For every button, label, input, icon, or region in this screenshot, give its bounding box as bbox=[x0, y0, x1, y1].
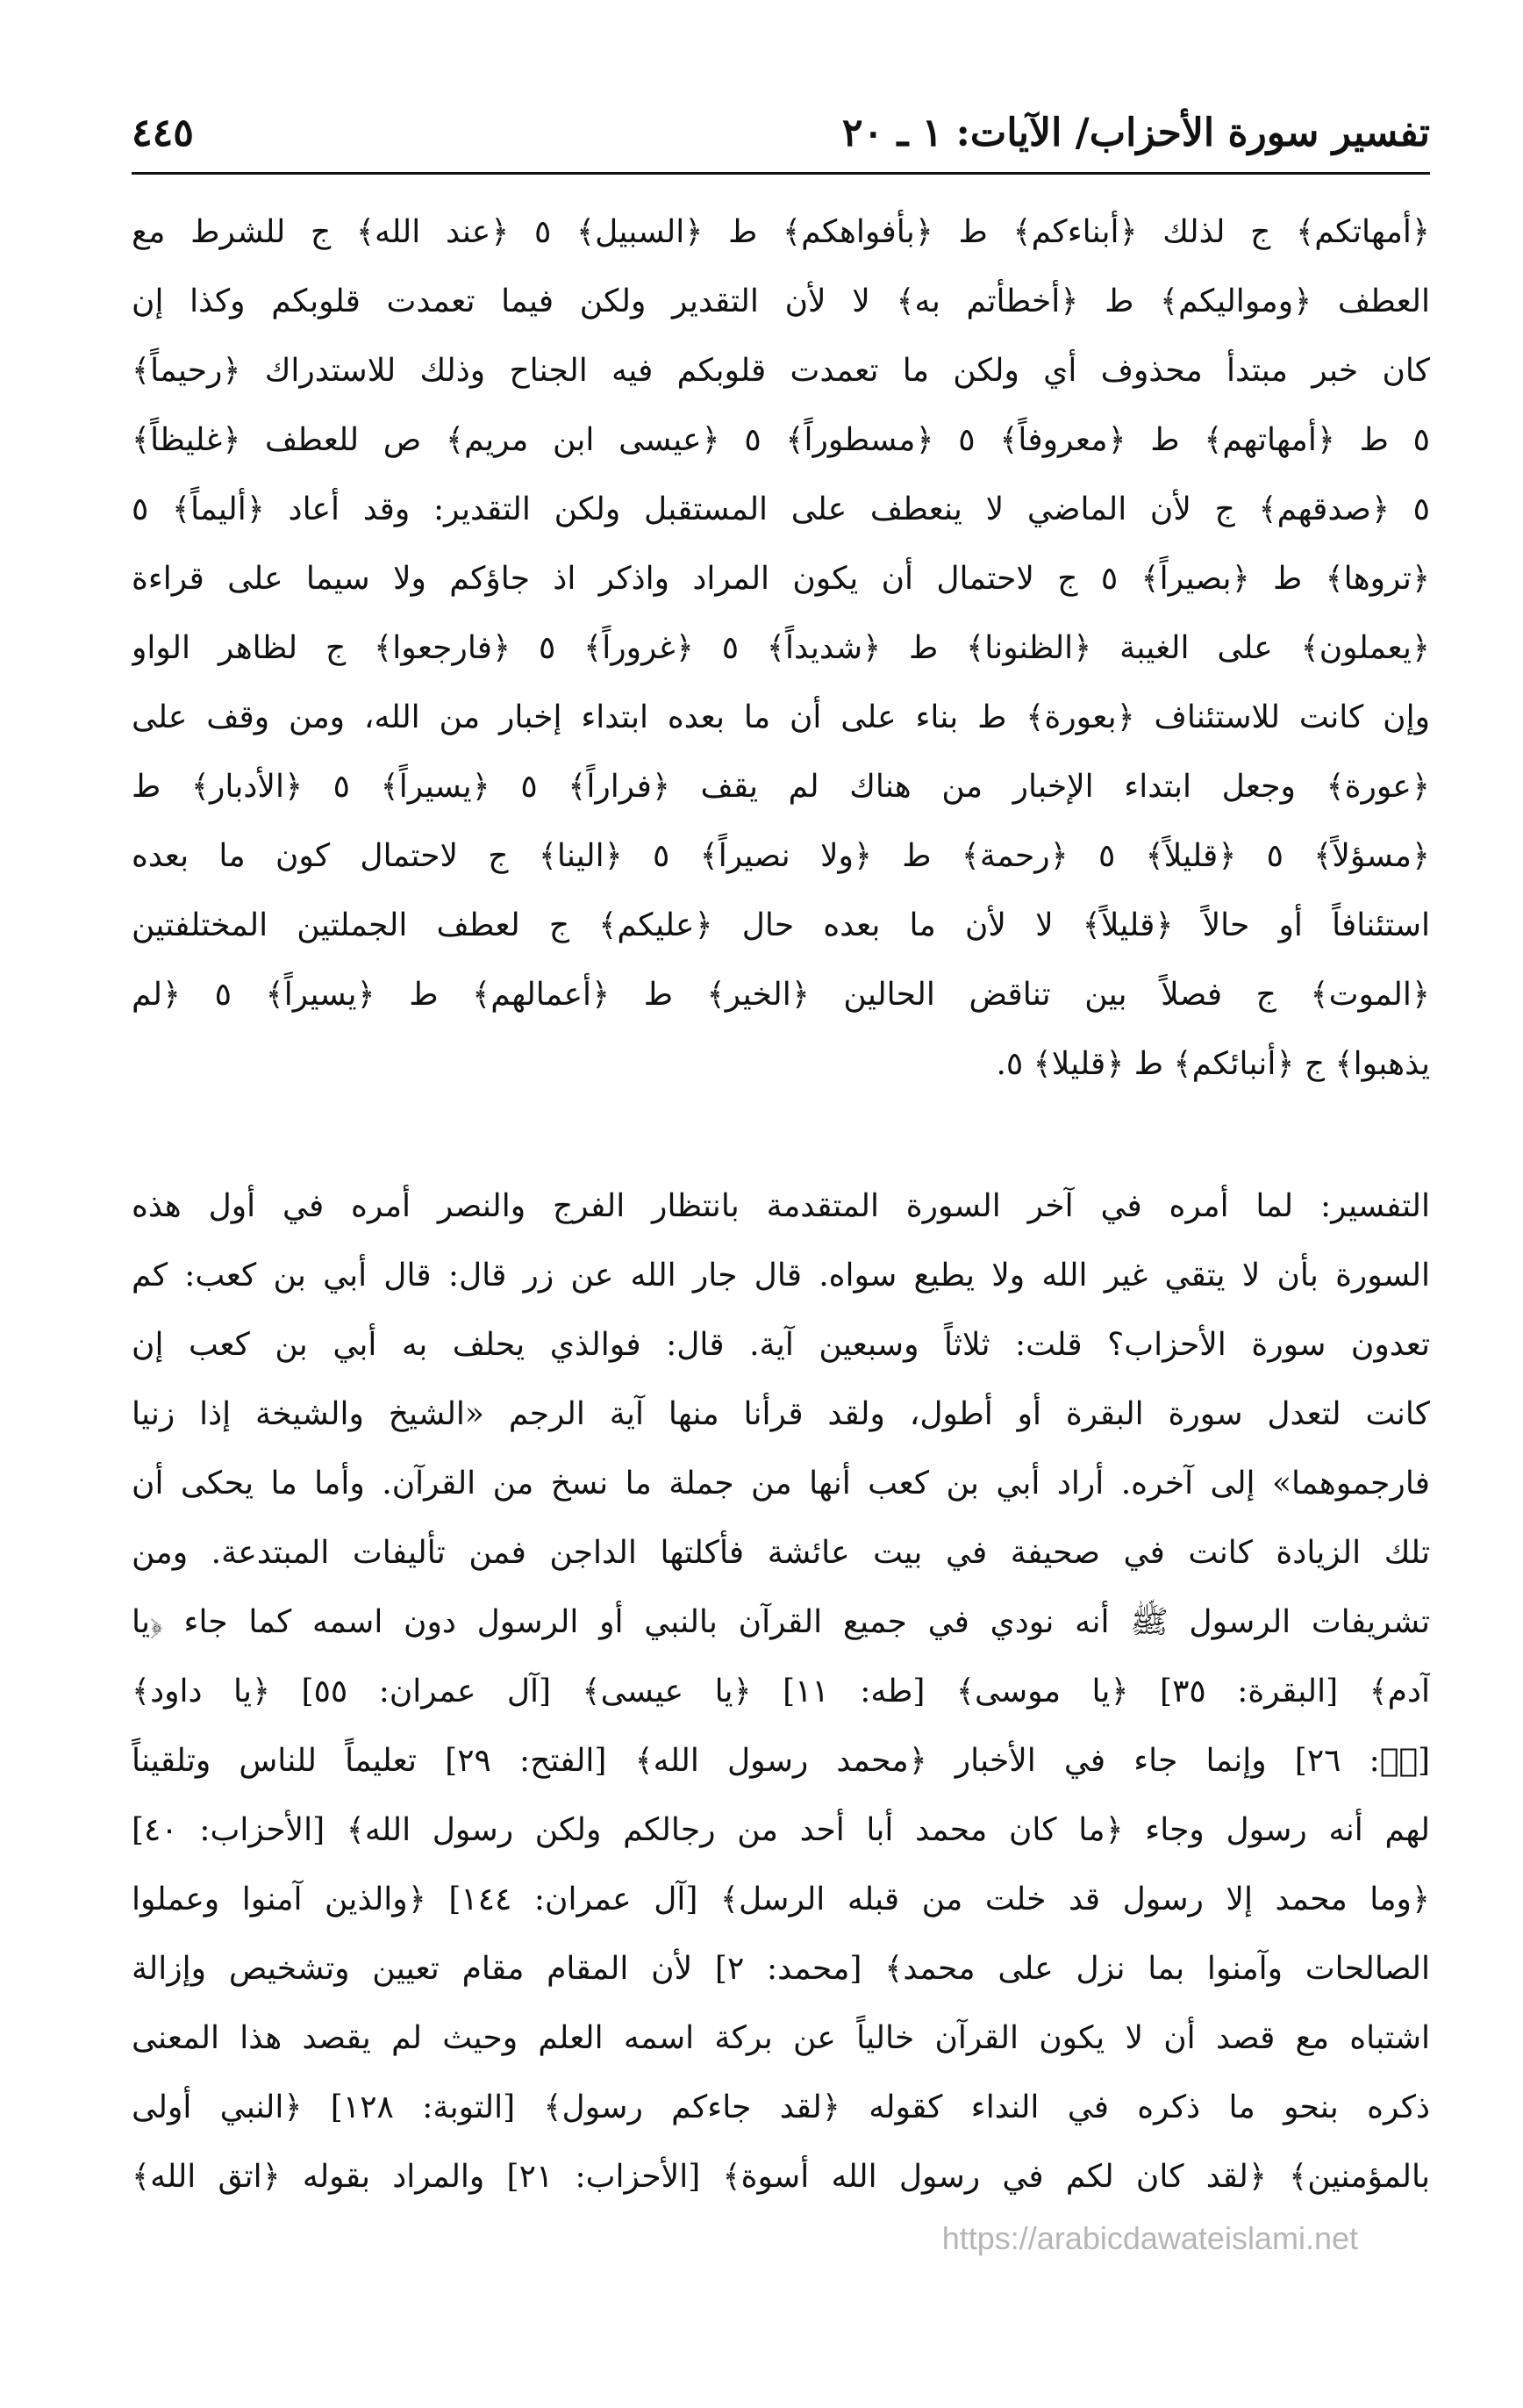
text-line: ﴿وما محمد إلا رسول قد خلت من قبله الرسل﴾ [آل عمران: ١٤٤] ﴿والذين آمنوا وعملوا bbox=[132, 1881, 1430, 1917]
text-line: ﴿الموت﴾ ج فصلاً بين تناقض الحالين ﴿الخير﴾ ط ﴿أعمالهم﴾ ط ﴿يسيراً﴾ ٥ ﴿لم bbox=[132, 977, 1430, 1013]
waqf-notes-block bbox=[132, 197, 1430, 1099]
text-line: يذهبوا﴾ ج ﴿أنبائكم﴾ ط ﴿قليلا﴾ ٥. bbox=[996, 1046, 1430, 1082]
text-line: كان خبر مبتدأ محذوف أي ولكن ما تعمدت قلوبكم فيه الجناح وذلك للاستدراك ﴿رحيماً﴾ bbox=[132, 353, 1430, 389]
header-divider bbox=[132, 172, 1430, 175]
text-line: لهم أنه رسول وجاء ﴿ما كان محمد أبا أحد من رجالكم ولكن رسول الله﴾ [الأحزاب: ٤٠] bbox=[132, 1812, 1430, 1848]
text-line: استئنافاً أو حالاً ﴿قليلاً﴾ لا لأن ما بعده حال ﴿عليكم﴾ ج لعطف الجملتين المختلفتين bbox=[132, 907, 1430, 943]
text-line: [صۤ: ٢٦] وإنما جاء في الأخبار ﴿محمد رسول الله﴾ [الفتح: ٢٩] تعليماً للناس وتلقيناً bbox=[132, 1743, 1430, 1779]
text-line: السورة بأن لا يتقي غير الله ولا يطيع سواه. قال جار الله عن زر قال: قال أبي بن كعب: كم bbox=[132, 1258, 1430, 1294]
text-line: ﴿أمهاتكم﴾ ج لذلك ﴿أبناءكم﴾ ط ﴿بأفواهكم﴾ ط ﴿السبيل﴾ ٥ ﴿عند الله﴾ ج للشرط مع bbox=[132, 214, 1430, 250]
text-line: التفسير: لما أمره في آخر السورة المتقدمة بانتظار الفرج والنصر أمره في أول هذه bbox=[132, 1188, 1430, 1224]
text-line: الصالحات وآمنوا بما نزل على محمد﴾ [محمد: ٢] لأن المقام مقام تعيين وتشخيص وإزالة bbox=[132, 1951, 1430, 1987]
text-line: العطف ﴿ومواليكم﴾ ط ﴿أخطأتم به﴾ لا لأن التقدير ولكن فيما تعمدت قلوبكم وكذا إن bbox=[132, 283, 1430, 319]
text-line: آدم﴾ [البقرة: ٣٥] ﴿يا موسى﴾ [طه: ١١] ﴿يا عيسى﴾ [آل عمران: ٥٥] ﴿يا داود﴾ bbox=[132, 1673, 1430, 1709]
text-line: فارجموهما» إلى آخره. أراد أبي بن كعب أنها من جملة ما نسخ من القرآن. وأما ما يحكى أن bbox=[132, 1466, 1430, 1501]
watermark-url: https://arabicdawateislami.net bbox=[941, 2220, 1358, 2256]
text-line: اشتباه مع قصد أن لا يكون القرآن خالياً عن بركة اسمه العلم وحيث لم يقصد هذا المعنى bbox=[132, 2020, 1430, 2056]
text-line: ٥ ط ﴿أمهاتهم﴾ ط ﴿معروفاً﴾ ٥ ﴿مسطوراً﴾ ٥ ﴿عيسى ابن مريم﴾ ص للعطف ﴿غليظاً﴾ bbox=[132, 422, 1430, 458]
text-line: ﴿يعملون﴾ على الغيبة ﴿الظنونا﴾ ط ﴿شديداً﴾ ٥ ﴿غروراً﴾ ٥ ﴿فارجعوا﴾ ج لظاهر الواو bbox=[132, 630, 1430, 666]
text-line: تعدون سورة الأحزاب؟ قلت: ثلاثاً وسبعين آية. قال: فوالذي يحلف به أبي بن كعب إن bbox=[132, 1327, 1430, 1363]
tafsir-block bbox=[132, 1172, 1430, 2211]
text-line: ﴿تروها﴾ ط ﴿بصيراً﴾ ٥ ج لاحتمال أن يكون المراد واذكر اذ جاؤكم ولا سيما على قراءة bbox=[132, 561, 1430, 597]
text-line: ذكره بنحو ما ذكره في النداء كقوله ﴿لقد جاءكم رسول﴾ [التوبة: ١٢٨] ﴿النبي أولى bbox=[132, 2089, 1430, 2125]
text-line: ﴿مسؤلاً﴾ ٥ ﴿قليلاً﴾ ٥ ﴿رحمة﴾ ط ﴿ولا نصيراً﴾ ٥ ﴿الينا﴾ ج لاحتمال كون ما بعده bbox=[132, 838, 1430, 874]
text-line: كانت لتعدل سورة البقرة أو أطول، ولقد قرأنا منها آية الرجم «الشيخ والشيخة إذا زنيا bbox=[132, 1396, 1430, 1432]
text-line: تشريفات الرسول ﷺ أنه نودي في جميع القرآن بالنبي أو الرسول دون اسمه كما جاء ﴿يا bbox=[132, 1604, 1430, 1640]
text-line: ﴿عورة﴾ وجعل ابتداء الإخبار من هناك لم يقف ﴿فراراً﴾ ٥ ﴿يسيراً﴾ ٥ ﴿الأدبار﴾ ط bbox=[132, 769, 1430, 805]
text-line: تلك الزيادة كانت في صحيفة في بيت عائشة فأكلتها الداجن فمن تأليفات المبتدعة. ومن bbox=[132, 1535, 1430, 1571]
running-title: تفسير سورة الأحزاب/ الآيات: ١ ـ ٢٠ bbox=[841, 111, 1430, 155]
text-line: ٥ ﴿صدقهم﴾ ج لأن الماضي لا ينعطف على المستقبل ولكن التقدير: وقد أعاد ﴿أليماً﴾ ٥ bbox=[132, 491, 1430, 527]
text-line: بالمؤمنين﴾ ﴿لقد كان لكم في رسول الله أسوة﴾ [الأحزاب: ٢١] والمراد بقوله ﴿اتق الله﴾ bbox=[132, 2159, 1430, 2195]
page-header bbox=[132, 104, 1430, 167]
page-number: ٤٤٥ bbox=[132, 111, 194, 155]
text-line: وإن كانت للاستئناف ﴿بعورة﴾ ط بناء على أن ما بعده ابتداء إخبار من الله، ومن وقف على bbox=[132, 699, 1430, 735]
